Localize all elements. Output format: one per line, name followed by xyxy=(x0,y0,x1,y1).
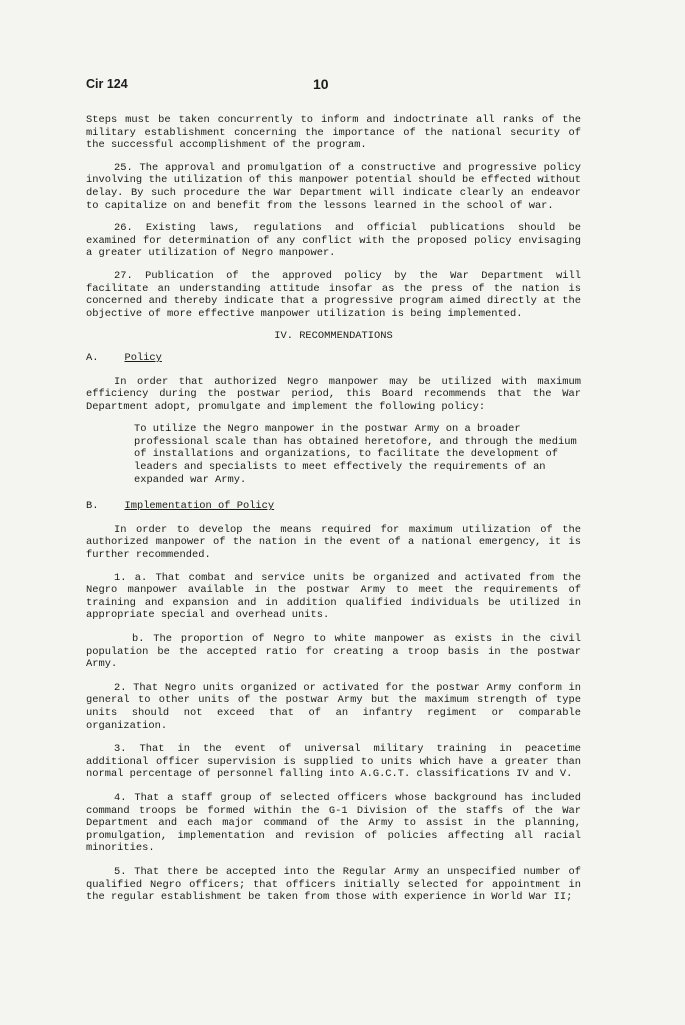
section-a-letter: A. xyxy=(86,351,99,364)
paragraph-27: 27. Publication of the approved policy by the War Department will facilitate an understanding attitude insofar as the press of the nation is concerned and thereby indicate that a progressive program aimed directly at the objective of more effective manpower utilization is being implemented. xyxy=(86,269,581,320)
recommendation-1b: b. The proportion of Negro to white manpower as exists in the civil population be the accepted ratio for creating a troop basis in the postwar Army. xyxy=(86,633,581,671)
section-b-heading xyxy=(86,500,581,513)
recommendation-5: 5. That there be accepted into the Regular Army an unspecified number of qualified Negro officers; that officers initially selected for appointment in the regular establishment be taken from those with experience in World War II; xyxy=(86,865,581,904)
recommendation-3: 3. That in the event of universal military training in peacetime additional officer supervision is supplied to units which have a greater than normal percentage of personnel falling into A.G.C.T. classifications IV and V. xyxy=(86,743,581,781)
paragraph-25: 25. The approval and promulgation of a constructive and progressive policy involving the utilization of this manpower potential should be effected without delay. By such procedure the War Department will indicate clearly an endeavor to capitalize on and benefit from the lessons learned in the school of war. xyxy=(86,161,581,212)
section-a-intro: In order that authorized Negro manpower may be utilized with maximum efficiency during the postwar period, this Board recommends that the War Department adopt, promulgate and implement the following policy: xyxy=(86,375,581,413)
section-b-intro: In order to develop the means required for maximum utilization of the authorized manpower of the nation in the event of a national emergency, it is further recommended. xyxy=(86,523,581,562)
policy-statement: To utilize the Negro manpower in the postwar Army on a broader professional scale than has obtained heretofore, and through the medium of installations and organizations, to facilitate the development of leaders and specialists to meet effectively the requirements of an expanded war Army. xyxy=(134,423,577,486)
section-b-title: Implementation of Policy xyxy=(124,500,275,513)
section-a-title: Policy xyxy=(124,351,162,364)
page-number: 10 xyxy=(313,76,329,92)
recommendation-1a: 1. a. That combat and service units be organized and activated from the Negro manpower available in the postwar Army to meet the requirements of training and expansion and in addition qualified individuals be utilized in appropriate special and overhead units. xyxy=(86,571,581,622)
circular-number: Cir 124 xyxy=(86,77,128,91)
section-iv-title: IV. RECOMMENDATIONS xyxy=(274,330,393,343)
paragraph-steps: Steps must be taken concurrently to inform and indoctrinate all ranks of the military establishment concerning the importance of the national security of the successful accomplishment of the program. xyxy=(86,114,581,152)
section-b-letter: B. xyxy=(86,500,99,513)
recommendation-2: 2. That Negro units organized or activated for the postwar Army conform in general to other units of the postwar Army but the maximum strength of type units should not exceed that of an infantry regiment or comparable organization. xyxy=(86,681,581,732)
recommendation-4: 4. That a staff group of selected officers whose background has included command troops be formed within the G-1 Division of the staffs of the War Department and each major command of the Army to assist in the planning, promulgation, implementation and revision of policies affecting all racial minorities. xyxy=(86,791,581,855)
section-a-heading xyxy=(86,352,581,365)
paragraph-26: 26. Existing laws, regulations and official publications should be examined for determination of any conflict with the proposed policy envisaging a greater utilization of Negro manpower. xyxy=(86,222,581,260)
page-header xyxy=(86,78,581,114)
